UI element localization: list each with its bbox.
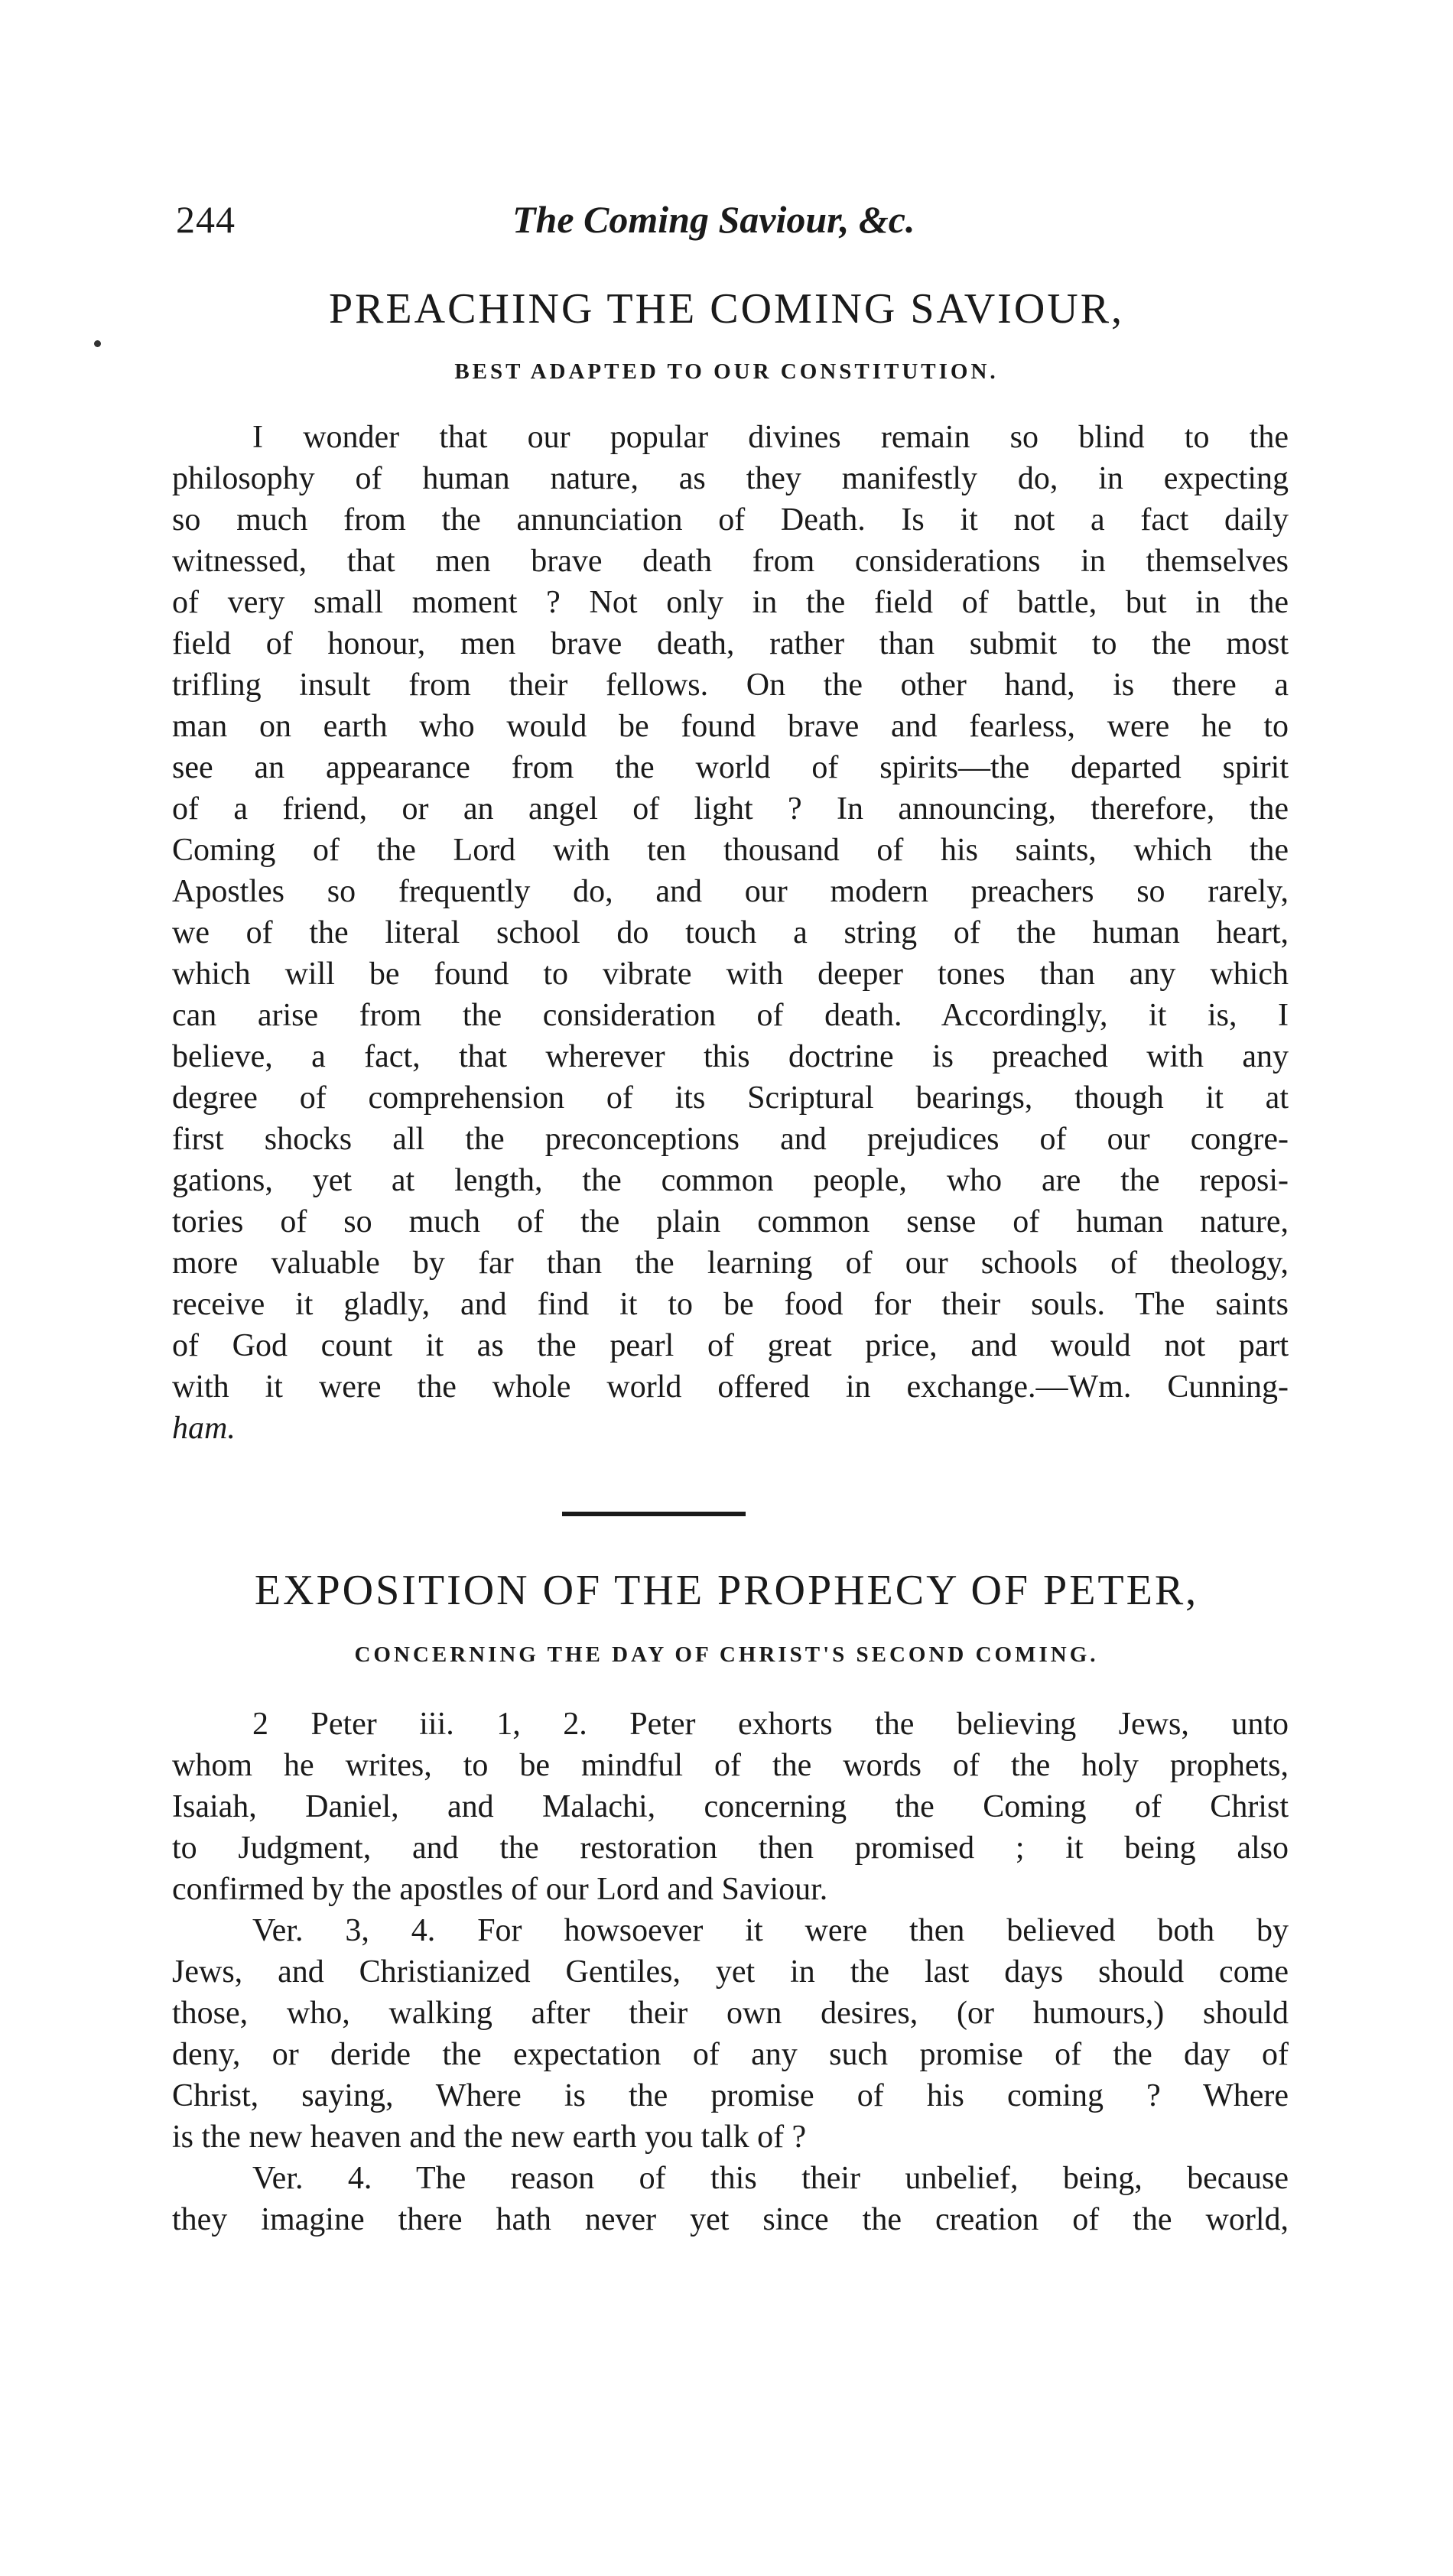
text-line: 2 Peter iii. 1, 2. Peter exhorts the believing Jews, unto — [252, 1707, 1289, 1742]
text-line: Ver. 3, 4. For howsoever it were then believed both by — [252, 1913, 1289, 1948]
page-number: 244 — [176, 198, 236, 241]
text-line: degree of comprehension of its Scriptural bearings, though it at — [172, 1080, 1289, 1116]
text-line: Jews, and Christianized Gentiles, yet in the last days should come — [172, 1954, 1289, 1990]
text-line: man on earth who would be found brave and fearless, were he to — [172, 709, 1289, 744]
text-line: deny, or deride the expectation of any such promise of the day of — [172, 2037, 1289, 2072]
running-title: The Coming Saviour, &c. — [512, 198, 915, 241]
text-line: tories of so much of the plain common sense of human nature, — [172, 1204, 1289, 1239]
text-line: whom he writes, to be mindful of the words of the holy prophets, — [172, 1748, 1289, 1783]
text-line: first shocks all the preconceptions and prejudices of our congre- — [172, 1122, 1289, 1157]
running-head — [176, 197, 1292, 251]
ink-speck — [94, 340, 101, 347]
text-line: to Judgment, and the restoration then promised ; it being also — [172, 1830, 1289, 1866]
text-line: I wonder that our popular divines remain so blind to the — [252, 420, 1289, 455]
article-body — [172, 417, 1289, 1449]
text-line: ham. — [172, 1411, 236, 1446]
text-line: so much from the annunciation of Death. Is it not a fact daily — [172, 502, 1289, 538]
text-line: Apostles so frequently do, and our modern preachers so rarely, — [172, 874, 1289, 909]
text-line: see an appearance from the world of spirits—the departed spirit — [172, 750, 1289, 785]
text-line: confirmed by the apostles of our Lord and Saviour. — [172, 1872, 828, 1907]
article-subtitle: BEST ADAPTED TO OUR CONSTITUTION. — [454, 359, 999, 384]
text-line: is the new heaven and the new earth you talk of ? — [172, 2120, 807, 2155]
text-line: of a friend, or an angel of light ? In announcing, therefore, the — [172, 791, 1289, 827]
text-line: we of the literal school do touch a string of the human heart, — [172, 915, 1289, 950]
text-line: can arise from the consideration of death. Accordingly, it is, I — [172, 998, 1289, 1033]
text-line: Christ, saying, Where is the promise of his coming ? Where — [172, 2078, 1289, 2113]
article-subtitle: CONCERNING THE DAY OF CHRIST'S SECOND COMING. — [354, 1642, 1099, 1667]
text-line: which will be found to vibrate with deeper tones than any which — [172, 957, 1289, 992]
article-title: PREACHING THE COMING SAVIOUR, — [328, 285, 1125, 333]
text-line: witnessed, that men brave death from considerations in themselves — [172, 544, 1289, 579]
text-line: believe, a fact, that wherever this doctrine is preached with any — [172, 1039, 1289, 1074]
text-line: receive it gladly, and find it to be food for their souls. The saints — [172, 1287, 1289, 1322]
text-line: Ver. 4. The reason of this their unbelief, being, because — [252, 2161, 1289, 2196]
article-body — [172, 1704, 1289, 2240]
article-title: EXPOSITION OF THE PROPHECY OF PETER, — [254, 1567, 1199, 1614]
text-line: of very small moment ? Not only in the field of battle, but in the — [172, 585, 1289, 620]
text-line: those, who, walking after their own desires, (or humours,) should — [172, 1996, 1289, 2031]
text-line: gations, yet at length, the common people, who are the reposi- — [172, 1163, 1289, 1198]
section-divider — [562, 1512, 746, 1516]
text-line: Coming of the Lord with ten thousand of his saints, which the — [172, 833, 1289, 868]
text-line: trifling insult from their fellows. On the other hand, is there a — [172, 668, 1289, 703]
text-line: with it were the whole world offered in exchange.—Wm. Cunning- — [172, 1369, 1289, 1405]
text-line: more valuable by far than the learning of our schools of theology, — [172, 1246, 1289, 1281]
text-line: Isaiah, Daniel, and Malachi, concerning the Coming of Christ — [172, 1789, 1289, 1824]
text-line: philosophy of human nature, as they manifestly do, in expecting — [172, 461, 1289, 496]
text-line: they imagine there hath never yet since the creation of the world, — [172, 2202, 1289, 2237]
text-line: field of honour, men brave death, rather than submit to the most — [172, 626, 1289, 661]
text-line: of God count it as the pearl of great price, and would not part — [172, 1328, 1289, 1363]
